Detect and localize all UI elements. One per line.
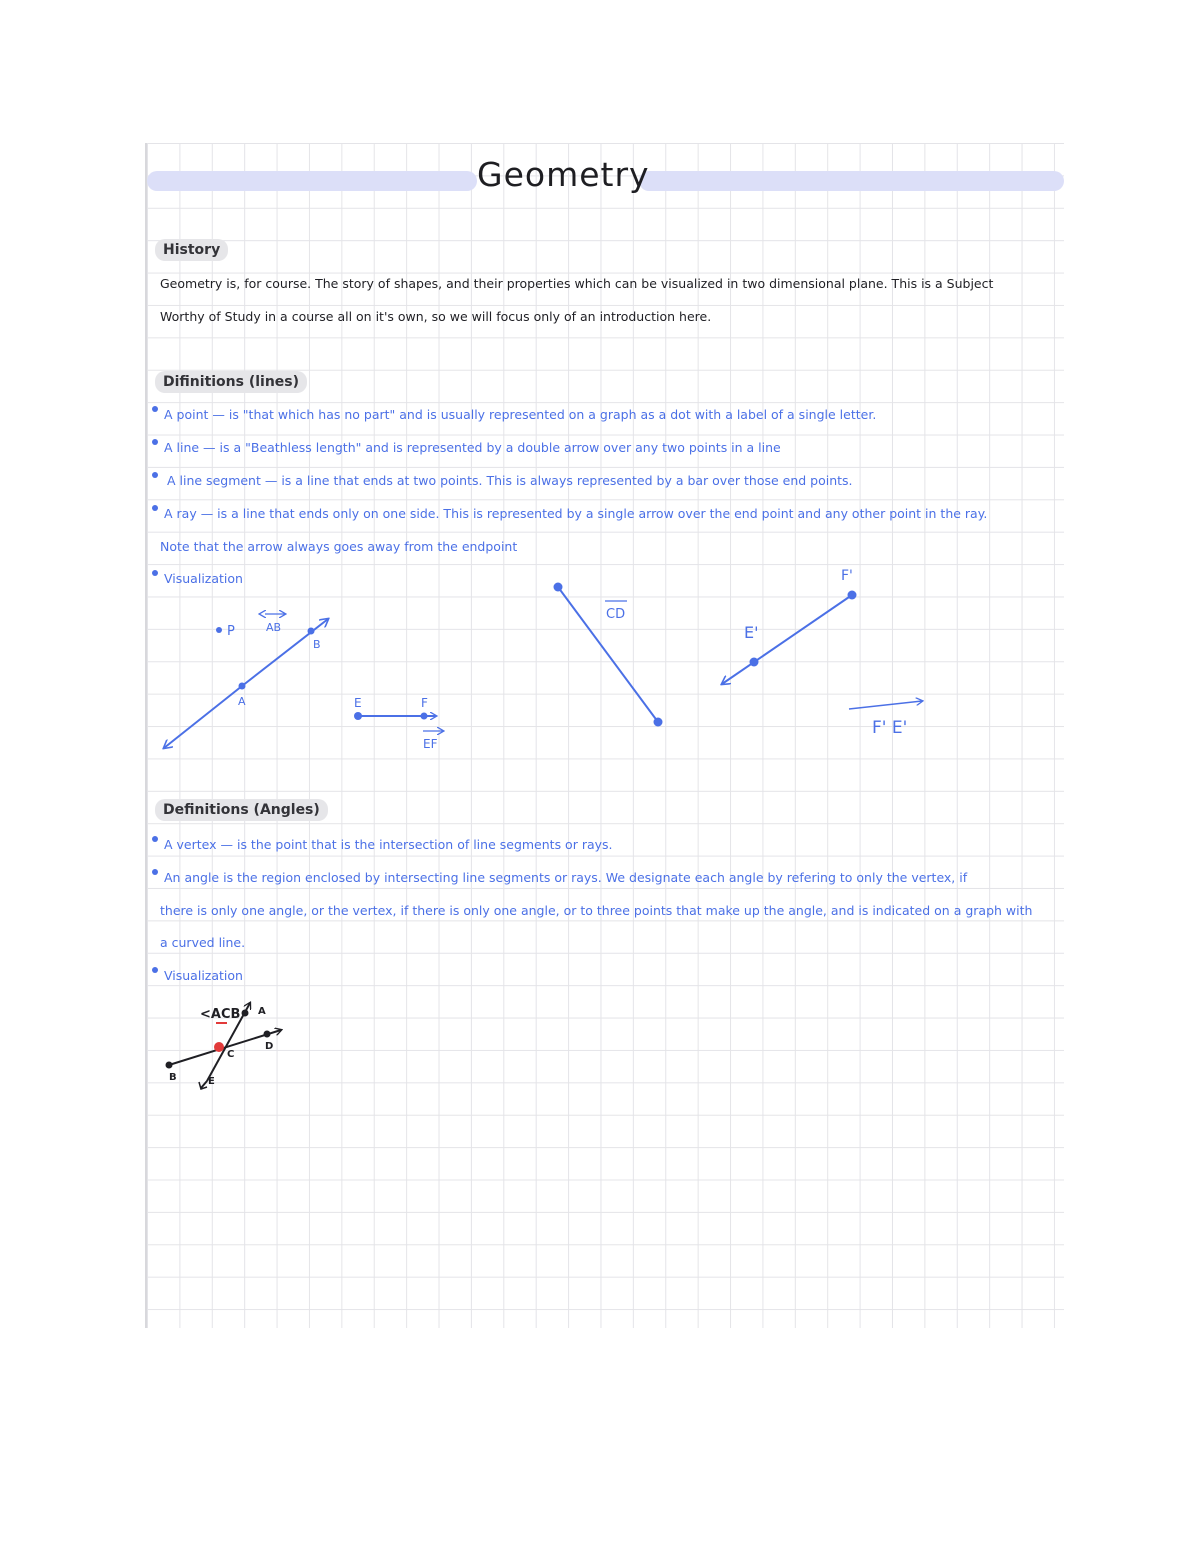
point-b-dot [166,1062,173,1069]
lines-visualization-label: Visualization [164,571,243,586]
def-line: A line — is a "Beathless length" and is represented by a double arrow over any two points in a line [164,440,781,455]
angle-point-b-label: B [169,1072,177,1083]
angle-point-a-label: A [258,1006,266,1017]
page-title: Geometry [477,155,650,194]
lines-tag: Difinitions (lines) [155,371,307,393]
ray-ef-notation: EF [423,737,438,751]
point-p-label: P [227,624,235,639]
angle-point-e-label: E [208,1076,215,1087]
line-ab-notation: AB [266,621,282,634]
def-line-segment: A line segment — is a line that ends at two points. This is always represented by a bar over those end points. [167,473,853,488]
angle-acb-label: <ACB [200,1007,241,1022]
point-b-label: B [313,638,321,651]
angles-visualization-label: Visualization [164,968,243,983]
history-line-2: Worthy of Study in a course all on it's own, so we will focus only of an introduction here. [160,309,712,324]
point-f-prime-label: F' [841,568,853,584]
point-a-label: A [238,695,246,708]
point-a-dot [242,1010,249,1017]
def-vertex: A vertex — is the point that is the intersection of line segments or rays. [164,837,613,852]
def-angle-cont-2: a curved line. [160,935,246,950]
angle-visualization [147,143,1064,1143]
history-tag: History [155,239,228,261]
point-f-label: F [421,696,428,710]
point-d-dot [264,1031,271,1038]
ray-note: Note that the arrow always goes away from the endpoint [160,539,518,554]
def-point: A point — is "that which has no part" and is usually represented on a graph as a dot with a label of a single letter. [164,407,877,422]
def-angle-cont-1: there is only one angle, or the vertex, if there is only one angle, or to three points that make up the angle, and is indicated on a graph with [160,903,1033,918]
segment-cd-notation: CD [606,607,626,622]
point-e-label: E [354,696,362,710]
angle-point-d-label: D [265,1041,274,1052]
vertex-c-dot [214,1042,224,1052]
ray-f-prime-e-prime-notation: F' E' [872,718,908,738]
def-ray: A ray — is a line that ends only on one side. This is represented by a single arrow over the end point and any other point in the ray. [164,506,988,521]
angle-point-c-label: C [227,1049,235,1060]
angles-tag: Definitions (Angles) [155,799,328,821]
point-e-prime-label: E' [744,623,759,642]
history-line-1: Geometry is, for course. The story of shapes, and their properties which can be visualized in two dimensional plane. This is a Subject [160,276,994,291]
grid-paper-sheet [145,143,1064,1328]
def-angle: An angle is the region enclosed by intersecting line segments or rays. We designate each angle by refering to only the vertex, if [164,870,968,885]
